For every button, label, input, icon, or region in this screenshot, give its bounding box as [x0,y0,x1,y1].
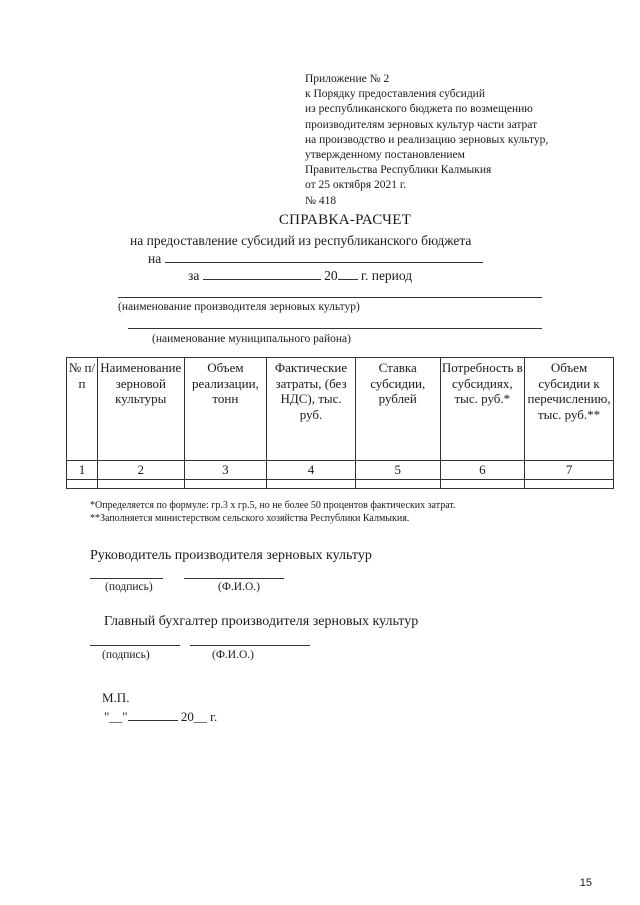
appendix-line: производителям зерновых культур части затрат [305,118,538,131]
year-blank [338,267,358,280]
stamp-date [104,708,217,725]
column-number: 2 [97,461,184,480]
accountant-sign-caption: (подпись) [102,649,150,661]
head-name-caption: (Ф.И.О.) [218,581,260,593]
appendix-line: Правительства Республики Калмыкия [305,164,492,177]
column-header: Объем реализации, тонн [184,358,267,461]
date-day: "__" [104,709,128,724]
column-number: 3 [184,461,267,480]
appendix-line: к Порядку предоставления субсидий [305,88,485,101]
column-number: 5 [355,461,440,480]
footnote-2: **Заполняется министерством сельского хозяйства Республики Калмыкия. [90,513,410,524]
appendix-line: от 25 октября 2021 г. [305,179,407,192]
date-suffix: г. [210,709,218,724]
period-year: 20 [324,268,338,283]
head-sign-line [90,578,163,579]
head-signature-title: Руководитель производителя зерновых культур [90,548,372,563]
column-number: 4 [267,461,356,480]
column-header: Фактические затраты, (без НДС), тыс. руб. [267,358,356,461]
table-cell [355,479,440,488]
na-label: на [148,251,162,266]
column-header: Ставка субсидии, рублей [355,358,440,461]
table-cell [525,479,614,488]
producer-name-line [118,297,542,298]
column-header: Потребность в субсидиях, тыс. руб.* [440,358,525,461]
column-header: Объем субсидии к перечислению, тыс. руб.** [525,358,614,461]
table-row [67,479,614,488]
page-number: 15 [579,877,592,889]
accountant-sign-line [90,645,180,646]
column-number: 7 [525,461,614,480]
producer-caption: (наименование производителя зерновых культур) [118,301,360,313]
appendix-line: на производство и реализацию зерновых культур, [305,133,549,146]
column-number: 6 [440,461,525,480]
column-header: Наименование зерновой культуры [97,358,184,461]
document-title: СПРАВКА-РАСЧЕТ [278,212,412,228]
recipient-line [148,250,483,267]
column-header: № п/п [67,358,98,461]
table-header-row [67,358,614,461]
period-suffix: г. период [360,268,413,283]
period-line [188,267,412,284]
date-year: 20__ [180,709,207,724]
table-cell [267,479,356,488]
district-caption: (наименование муниципального района) [152,333,351,345]
head-name-line [184,578,284,579]
stamp-label: М.П. [102,690,130,705]
appendix-line: утвержденному постановлением [305,149,465,162]
accountant-name-caption: (Ф.И.О.) [212,649,254,661]
footnote-1: *Определяется по формуле: гр.3 х гр.5, но не более 50 процентов фактических затрат. [90,500,456,511]
recipient-blank [165,250,483,263]
document-subtitle: на предоставление субсидий из республиканского бюджета [130,233,472,248]
table-row [67,461,614,480]
accountant-name-line [190,645,310,646]
appendix-line: № 418 [305,194,337,207]
table-cell [440,479,525,488]
appendix-header [305,72,548,209]
accountant-signature-title: Главный бухгалтер производителя зерновых культур [104,614,419,629]
district-name-line [128,328,542,329]
period-prefix: за [188,268,200,283]
appendix-line: из республиканского бюджета по возмещению [305,103,533,116]
head-sign-caption: (подпись) [105,581,153,593]
table-cell [97,479,184,488]
table-cell [184,479,267,488]
table-cell [67,479,98,488]
period-blank [203,267,321,280]
date-month-blank [128,708,178,721]
calculation-table [66,357,614,489]
column-number: 1 [67,461,98,480]
appendix-line: Приложение № 2 [305,73,390,85]
